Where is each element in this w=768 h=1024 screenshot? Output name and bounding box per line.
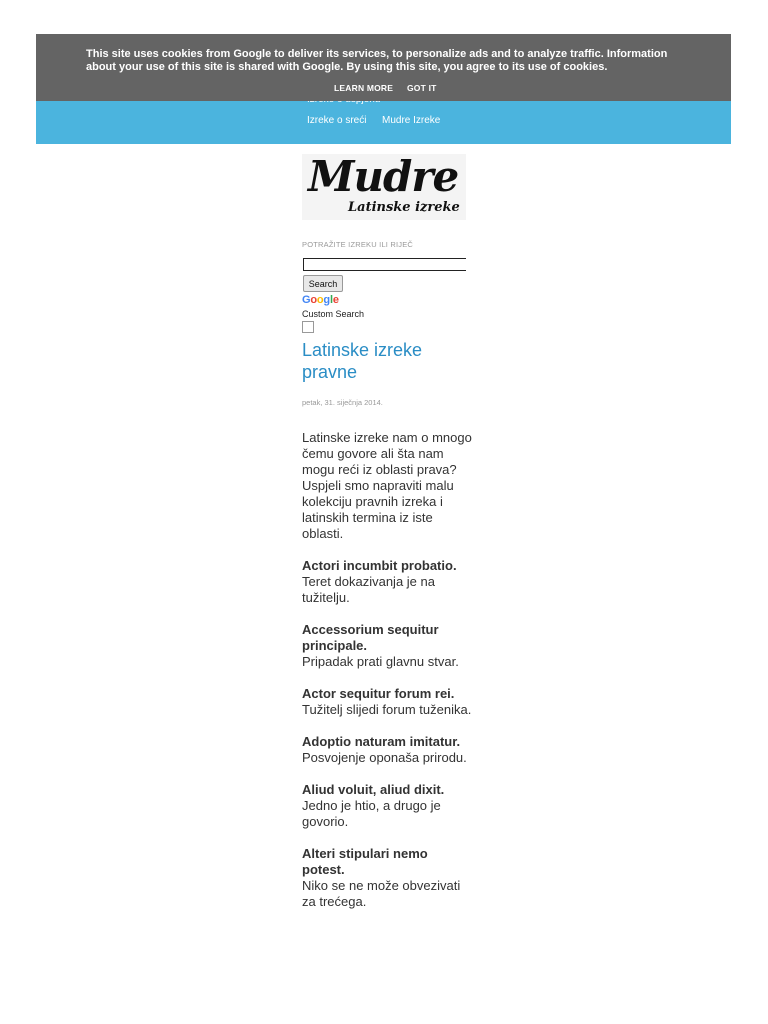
post-title[interactable]: Latinske izreke pravne (302, 340, 423, 382)
quote-translation: Teret dokazivanja je na tužitelju. (302, 574, 435, 605)
post-body (302, 430, 472, 926)
quote-item (302, 846, 472, 910)
post-intro: Latinske izreke nam o mnogo čemu govore ali šta nam mogu reći iz oblasti prava? Uspjeli smo napraviti malu kolekciju pravnih izreka i latinskih termina iz iste oblasti. (302, 430, 472, 541)
quote-latin: Actor sequitur forum rei. (302, 686, 455, 701)
logo-sub-text: Latinske izreke (348, 200, 460, 215)
quote-latin: Alteri stipulari nemo potest. (302, 846, 428, 877)
cookie-notice-text: This site uses cookies from Google to deliver its services, to personalize ads and to analyze traffic. Information about your use of this site is shared with Google. By using this site, you agree to its use of cookies. (86, 48, 668, 73)
google-logo: Google (302, 294, 339, 306)
quote-translation: Pripadak prati glavnu stvar. (302, 654, 459, 669)
search-button[interactable]: Search (303, 275, 343, 292)
quote-item (302, 686, 472, 718)
quote-item (302, 558, 472, 606)
cookie-notice (36, 34, 731, 101)
search-label: POTRAŽITE IZREKU ILI RIJEČ (302, 240, 414, 249)
quote-translation: Niko se ne može obvezivati za trećega. (302, 878, 461, 909)
learn-more-button[interactable]: LEARN MORE (334, 83, 394, 93)
quote-latin: Adoptio naturam imitatur. (302, 734, 461, 749)
quote-latin: Actori incumbit probatio. (302, 558, 457, 573)
search-input[interactable] (303, 258, 466, 271)
quote-item (302, 622, 472, 670)
quote-translation: Posvojenje oponaša prirodu. (302, 750, 467, 765)
quote-latin: Accessorium sequitur principale. (302, 622, 439, 653)
quote-latin: Aliud voluit, aliud dixit. (302, 782, 445, 797)
nav-link-sreca[interactable]: Izreke o sreći (307, 115, 367, 126)
site-logo[interactable] (302, 154, 466, 220)
quote-translation: Jedno je htio, a drugo je govorio. (302, 798, 441, 829)
quote-translation: Tužitelj slijedi forum tuženika. (302, 702, 472, 717)
quote-item (302, 782, 472, 830)
quote-item (302, 734, 472, 766)
search-checkbox[interactable] (302, 321, 314, 333)
got-it-button[interactable]: GOT IT (407, 83, 437, 93)
post-date: petak, 31. siječnja 2014. (302, 398, 383, 407)
logo-main-text: Mudre (308, 154, 459, 201)
nav-link-mudre-izreke[interactable]: Mudre Izreke (382, 115, 441, 126)
custom-search-label: Custom Search (302, 309, 365, 319)
